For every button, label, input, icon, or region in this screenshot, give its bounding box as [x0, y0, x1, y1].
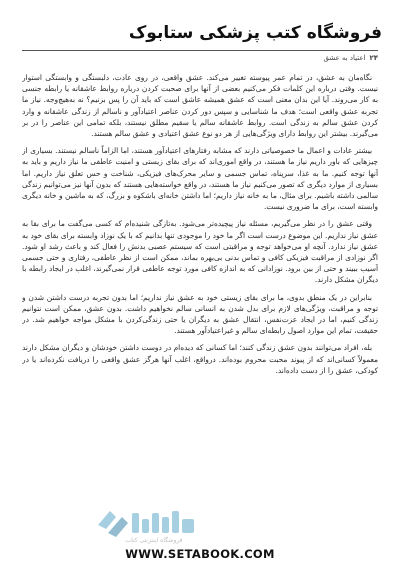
header-divider	[22, 50, 378, 51]
paragraph: بیشتر عادات و اعمال ما خصوصیاتی دارند که مشابه رفتارهای اعتیادآور هستند، اما الزاماً ناسالم نیستند. بسیاری از چیزهایی که باور داریم نیاز ما هستند، در واقع اموری‌اند که برای بقای زیستی و امنیت عاطفی ما نیاز داریم و باید به آنها توجه کنیم. ما به غذا، سرپناه، تماس جسمی و سایر محرک‌های فیزیکی، شناخت و حس تعلق نیاز داریم. اما بسیاری از موارد دیگری که تصور می‌کنیم نیاز ما هستند، در واقع خواسته‌هایی هستند که بدون آنها نیز می‌توانیم زندگی سالمی داشته باشیم. برای مثال، ما به خانه نیاز داریم؛ اما داشتن خانه‌ای باشکوه و بزرگ، که به ماشین و خانه دیگری وابسته است، برای ما ضروری نیست.	[22, 146, 378, 212]
paragraph: بله، افراد می‌توانند بدون عشق زندگی کنند؛ اما کسانی که دیده‌ام در دوست داشتن خودشان و دیگران مشکل دارند معمولاً کسانی‌اند که از پیوند محبت محروم بوده‌اند. درواقع، اغلب آنها هرگز عشق واقعی را دریافت نکرده‌اند یا در کودکی، عشق را از دست داده‌اند.	[22, 343, 378, 375]
store-title: فروشگاه کتب پزشکی ستابوک	[128, 23, 382, 43]
paragraph: بنابراین در یک منطق بدوی، ما برای بقای زیستی خود به عشق نیاز نداریم؛ اما بدون تجربه درست داشتن شدن و توجه و مراقبت، ویژگی‌های لازم برای بدل شدن به انسانی سالم نخواهیم داشت. بدون عشق، ممکن است نتوانیم زندگی کنیم، اما در ایجاد عزت‌نفس، انتقال عشق به دیگران یا حتی زندگی‌کردن با مشکل مواجه خواهیم شد. در حقیقت، تمام این موارد اصول رابطه‌ای سالم و غیراعتیادآور هستند.	[22, 292, 378, 336]
setabook-watermark	[92, 505, 202, 547]
page-header	[10, 18, 382, 48]
section-title: اعتیاد به عشق	[323, 54, 366, 62]
website-url: WWW.SETABOOK.COM	[125, 547, 275, 561]
watermark-caption: فروشگاه اینترنتی کتاب	[125, 537, 183, 544]
page-number: ۲۴	[369, 54, 378, 62]
running-head	[323, 54, 378, 62]
body-text	[22, 72, 378, 460]
paragraph: وقتی عشق را در نظر می‌گیریم، مسئله نیاز پیچیده‌تر می‌شود. به‌تازگی شنیده‌ام که کسی می‌گفت ما برای بقا به عشق نیاز نداریم. این موضوع درست است اگر ما خود را موجودی تنها بدانیم که با یک نوزاد وابسته برای بقای خود به عشق نیاز ندارد. آنچه او می‌خواهد توجه و مراقبتی است که سیستم عصبی بدنش را فعال کند و باعث رشد او شود. اگر نوزادی از مراقبت فیزیکی کافی و تماس بدنی بی‌بهره بماند، ممکن است از نظر عاطفی، رفتاری و حتی جسمی آسیب ببیند و حتی از بین برود. نوزادانی که به اندازه کافی مورد توجه عاطفی قرار نمی‌گیرند، اغلب در ایجاد رابطه با دیگران مشکل دارند.	[22, 219, 378, 285]
paragraph: نگاه‌مان به عشق، در تمام عمر پیوسته تغییر می‌کند. عشق واقعی، در روی عادت، دلبستگی و وابستگی استوار نیست. وقتی درباره این کلمات فکر می‌کنیم بعضی از آنها برای صحبت کردن درباره روابط عاشقانه یا رابطه جنسی به کار می‌روند. آیا این بدان معنی است که عشق همیشه عاشق است که باید آن را پس بزنیم؟ نه به‌هیچ‌وجه. نیاز ما تجربه عشق واقعی است؛ هدف ما شناسایی و سپس دور کردن عناصر اعتیادآور و ناسالم از زندگی عاشقانه و وارد کردن عشق سالم به زندگی است. روابط عاشقانه سالم یا سقیم مطلق نیستند، بلکه تمامی این عناصر را در بر می‌گیرند. بیشتر این روابط دارای ویژگی‌هایی از هر دو نوع عشق اعتیادی و عشق سالم هستند.	[22, 73, 378, 139]
